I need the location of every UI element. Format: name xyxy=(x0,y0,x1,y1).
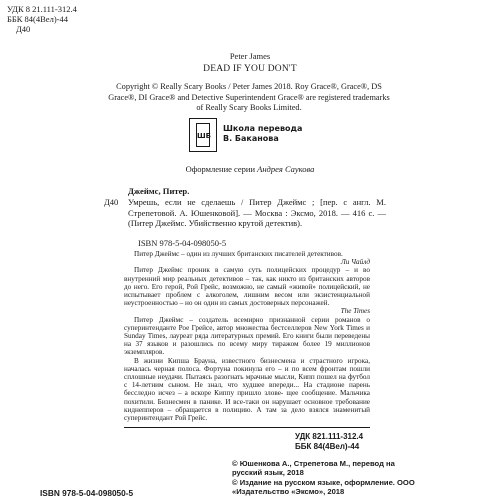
footer-udk: УДК 821.111-312.4 xyxy=(295,432,364,441)
logo-line-1: Школа перевода xyxy=(223,124,303,133)
school-of-translation-logo xyxy=(189,118,314,154)
udk-code: УДК 8 21.111-312.4 xyxy=(7,4,77,14)
author-en: Peter James xyxy=(229,51,271,61)
annotation-rule xyxy=(124,427,370,428)
footer-copyright-publisher: © Издание на русском языке, оформление. ООО «Издательство «Эксмо», 2018 xyxy=(232,478,415,496)
school-of-translation-logo-icon xyxy=(189,118,217,152)
catalog-heading: Джеймс, Питер. xyxy=(128,186,190,196)
bbk-code: ББК 84(4Вел)-44 xyxy=(7,14,68,24)
copyright-en: Copyright © Really Scary Books / Peter James 2018. Roy Grace®, Grace®, DS Grace®, DI Grace® and Detective Superintendent Grace® are registered trademarks of Really Scary Books Limited. xyxy=(108,82,390,113)
blurb-about-author: Питер Джеймс – создатель всемирно признанной серии романов о суперинтенданте Рое Грейсе, автор множества бестселлеров New York Times и Sunday Times, лауреат ряда литературных премий. Его книги были переведены на 37 языков и разошлись по всему миру тиражом более 19 миллионов экземпляров. xyxy=(124,315,370,357)
footer-bbk: ББК 84(4Вел)-44 xyxy=(295,442,360,451)
author-mark: Д40 xyxy=(16,24,31,34)
series-designer: Андрея Саукова xyxy=(257,164,315,174)
footer-isbn: ISBN 978-5-04-098050-5 xyxy=(40,488,134,498)
series-design-prefix: Оформление серии xyxy=(185,164,258,174)
blurb-quote-2-attribution: The Times xyxy=(340,307,370,316)
series-design xyxy=(0,164,500,174)
catalog-isbn: ISBN 978-5-04-098050-5 xyxy=(138,238,227,248)
catalog-description: Умрешь, если не сделаешь / Питер Джеймс ; [пер. с англ. М. Стрепетовой. А. Юшенковой]. — Москва : Эксмо, 2018. — 416 с. — (Питер Джеймс. Убийственно крутой детектив). xyxy=(128,197,386,228)
annotation xyxy=(124,250,370,422)
blurb-quote-1: Питер Джеймс – один из лучших британских писателей детективов. xyxy=(134,250,343,258)
title-en: DEAD IF YOU DON'T xyxy=(203,64,297,74)
blurb-synopsis: В жизни Кипша Брауна, известного бизнесмена и страстного игрока, началась черная полоса. Фортуна покинула его – и по всем фронтам пошли сплошные неудачи. Пытаясь разогнать мрачные мысли, Кипп пошел на футбол с 14-летним сыном. Не знал, что худшее впереди... На стадионе парень бесследно исчез – а вскоре Киппу пришло злове- щее сообщение. Мальчика похитили. Бизнесмен в панике. И все-таки он нарушает основное требование киднепперов – обращается в полицию. А там за дело взялся знаменитый суперинтендант Рой Грейс. xyxy=(124,356,370,423)
logo-line-2: В. Баканова xyxy=(223,134,279,143)
blurb-quote-1-attribution: Ли Чайлд xyxy=(340,258,370,267)
footer-copyright-translation: © Юшенкова А., Стрепетова М., перевод на русский язык, 2018 xyxy=(232,459,395,477)
catalog-code: Д40 xyxy=(104,197,119,207)
blurb-quote-2: Питер Джеймс проник в самую суть полицейских процедур – и во внутренний мир реальных детективов – так, как никто из британских авторов до него. Его герой, Рой Грейс, возможно, не самый «живой» полицейский, не испытывает проблем с алкоголем, лишним весом или экзистенциальной неустроенностью – но он один из самых достоверных персонажей. xyxy=(124,266,370,308)
logo-glyph: ШБ xyxy=(197,132,211,140)
